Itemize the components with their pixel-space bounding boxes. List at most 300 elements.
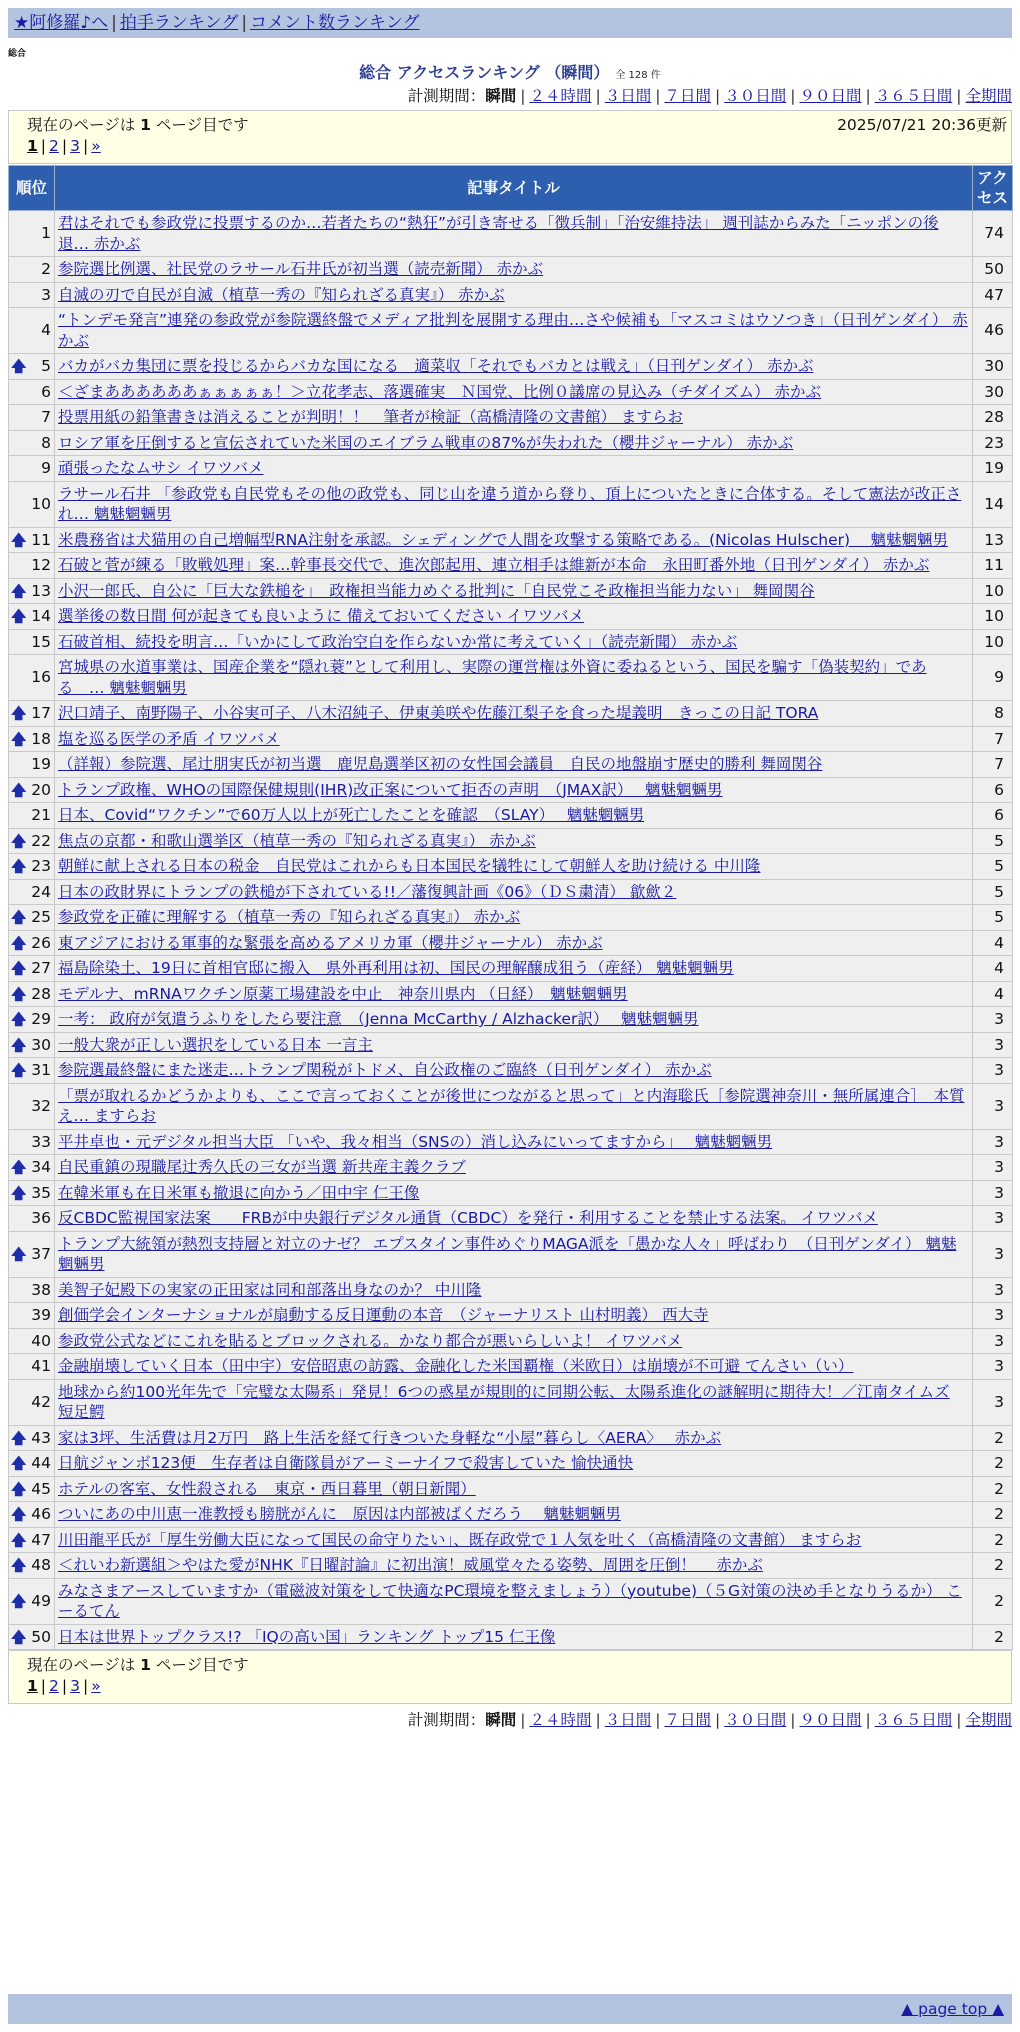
page-indicator [27,113,249,135]
access-count: 3 [973,1231,1013,1277]
rank-number: 30 [31,1035,51,1054]
rank-up-arrow-icon: 🡅 [11,1010,27,1028]
title-cell [55,879,973,905]
rank-cell [9,1155,55,1181]
article-link[interactable]: 参政党を正確に理解する（植草一秀の『知られざる真実』） 赤かぶ [58,908,521,926]
rank-up-arrow-icon: 🡅 [11,1035,27,1054]
title-cell [55,1277,973,1303]
period-separator: | [956,87,962,105]
title-cell [55,257,973,283]
title-cell [55,701,973,727]
table-row [9,1624,1013,1650]
article-link[interactable]: 川田龍平氏が「厚生労働大臣になって国民の命守りたい」、既存政党で１人気を吐く（高橋清隆の文書館） ますらお [58,1530,862,1549]
page-indicator-bottom [27,1653,249,1675]
access-count: 6 [973,803,1013,829]
rank-cell [9,578,55,604]
article-link[interactable]: ラサール石井 「参政党も自民党もその他の政党も、同じ山を違う道から登り、頂上についたときに合体する。そして憲法が改正され… 魑魅魍魎男 [58,484,962,523]
article-link[interactable]: ＜れいわ新選組＞やはた愛がNHK『日曜討論』に初出演！威風堂々たる姿勢、周囲を圧倒！ 赤かぶ [58,1556,763,1574]
period-separator: | [790,87,796,105]
rank-cell [9,1303,55,1329]
table-row [9,1277,1013,1303]
access-count: 11 [973,553,1013,579]
rank-number: 34 [31,1158,51,1176]
article-link[interactable]: 金融崩壊していく日本（田中宇）安倍昭恵の訪露、金融化した米国覇権（米欧日）は崩壊が不可避 てんさい（い） [58,1357,854,1375]
rank-number: 16 [31,668,51,687]
article-link[interactable]: モデルナ、mRNAワクチン原薬工場建設を中止 神奈川県内 （日経） 魑魅魍魎男 [58,984,628,1003]
rank-cell [9,1379,55,1425]
updated-time: 2025/07/21 20:36更新 [837,116,1007,134]
access-count: 7 [973,752,1013,778]
access-count: 4 [973,956,1013,982]
period-link[interactable]: ９０日間 [799,1711,862,1729]
article-link[interactable]: 創価学会インターナショナルが扇動する反日運動の本音 （ジャーナリスト 山村明義） 西大寺 [58,1306,709,1324]
rank-number: 45 [31,1479,51,1498]
access-count: 3 [973,1083,1013,1129]
table-row [9,655,1013,701]
article-link[interactable]: “トンデモ発言”連発の参政党が参院選終盤でメディア批判を展開する理由…さや候補も「マスコミはウソつき」（日刊ゲンダイ） 赤かぶ [58,311,968,350]
rank-number: 38 [31,1280,51,1299]
page-top-link[interactable]: ▲ page top ▲ [901,2000,1004,2018]
table-row [9,1303,1013,1329]
title-cell [55,354,973,380]
rank-up-arrow-icon: 🡅 [11,831,27,850]
rank-number: 37 [31,1244,51,1263]
section-label: 総合 [8,49,27,59]
col-header-title: 記事タイトル [55,166,973,211]
rank-cell [9,604,55,630]
access-count: 3 [973,1277,1013,1303]
period-link[interactable]: 全期間 [965,87,1012,105]
article-link[interactable]: 宮城県の水道事業は、国産企業を“隠れ蓑”として利用し、実際の運営権は外資に委ねるという、国民を騙す「偽装契約」である … 魑魅魍魎男 [58,658,927,697]
title-cell [55,1354,973,1380]
article-link[interactable]: 日本の政財界にトランプの鉄槌が下されている!!／藩復興計画《06》（ＤＳ粛清） 歙歛２ [58,882,677,901]
page-indicator-num: 1 [140,116,151,134]
rank-cell [9,854,55,880]
article-link[interactable]: 「票が取れるかどうかよりも、ここで言っておくことが後世につながると思って」と内海聡氏［参院選神奈川・無所属連合］ 本質え… ますらお [58,1086,965,1125]
article-link[interactable]: 在韓米軍も在日米軍も撤退に向かう／田中宇 仁王像 [58,1183,420,1202]
period-selector-top [408,86,1012,106]
table-row [9,1129,1013,1155]
article-link[interactable]: 自滅の刃で自民が自滅（植草一秀の『知られざる真実』） 赤かぶ [58,285,505,304]
access-count: 2 [973,1553,1013,1579]
rank-up-arrow-icon: 🡅 [11,729,27,748]
rank-number: 35 [31,1183,51,1202]
title-cell [55,981,973,1007]
access-count: 19 [973,456,1013,482]
access-count: 3 [973,1379,1013,1425]
period-link[interactable]: ９０日間 [799,87,862,105]
rank-cell [9,211,55,257]
access-count: 47 [973,282,1013,308]
period-link[interactable]: ３０日間 [724,87,787,105]
rank-number: 18 [31,729,51,748]
article-link[interactable]: 家は3坪、生活費は月2万円 路上生活を経て行きついた身軽な“小屋”暮らし〈AERA〉 赤かぶ [58,1428,722,1447]
period-link[interactable]: ２４時間 [529,1711,592,1729]
access-count: 14 [973,481,1013,527]
table-row [9,1083,1013,1129]
access-count: 10 [973,578,1013,604]
period-link[interactable]: ３０日間 [724,1711,787,1729]
rank-number: 2 [41,260,51,278]
title-cell [55,456,973,482]
access-count: 23 [973,430,1013,456]
access-count: 5 [973,905,1013,931]
pager-top: 1 | 2 | 3 | » [27,137,101,155]
title-cell [55,1578,973,1624]
table-row [9,405,1013,431]
table-row [9,211,1013,257]
table-row [9,701,1013,727]
rank-up-arrow-icon: 🡅 [11,1428,27,1447]
period-link[interactable]: ３６５日間 [874,1711,953,1729]
title-cell [55,578,973,604]
period-link[interactable]: ７日間 [664,87,711,105]
table-row [9,456,1013,482]
article-link[interactable]: ロシア軍を圧倒すると宣伝されていた米国のエイブラム戦車の87%が失われた（櫻井ジャーナル） 赤かぶ [58,433,794,452]
rank-up-arrow-icon: 🡅 [11,1591,27,1610]
article-link[interactable]: 投票用紙の鉛筆書きは消えることが判明！！ 筆者が検証（高橋清隆の文書館） ますらお [58,408,683,426]
page-indicator-text: 現在のページは [27,116,136,134]
rank-number: 44 [31,1454,51,1472]
article-link[interactable]: トランプ政権、WHOの国際保健規則(IHR)改正案について拒否の声明 （JMAX訳） 魑魅魍魎男 [58,780,723,799]
article-link[interactable]: （詳報）参院選、尾辻朋実氏が初当選 鹿児島選挙区初の女性国会議員 自民の地盤崩す歴史的勝利 舞岡関谷 [58,755,823,773]
article-link[interactable]: 沢口靖子、南野陽子、小谷実可子、八木沼純子、伊東美咲や佐藤江梨子を食った堤義明 きっこの日記 TORA [58,704,819,722]
table-row [9,1379,1013,1425]
rank-cell [9,257,55,283]
rank-number: 29 [31,1010,51,1028]
access-count: 2 [973,1476,1013,1502]
title-cell [55,553,973,579]
period-link[interactable]: ３日間 [604,1711,652,1729]
rank-number: 33 [31,1132,51,1151]
rank-number: 47 [31,1530,51,1549]
clap-ranking-link[interactable]: 拍手ランキング [119,13,239,33]
title-cell [55,379,973,405]
table-row [9,1527,1013,1553]
top-nav-bar [8,8,1012,38]
access-count: 46 [973,308,1013,354]
access-count: 10 [973,629,1013,655]
rank-cell [9,354,55,380]
table-row [9,1451,1013,1477]
title-cell [55,211,973,257]
period-current: 瞬間 [485,1711,517,1729]
rank-cell [9,1206,55,1232]
title-cell [55,1155,973,1181]
title-cell [55,604,973,630]
period-separator: | [790,1711,796,1729]
access-count: 3 [973,1354,1013,1380]
table-row [9,1058,1013,1084]
access-count: 4 [973,930,1013,956]
article-link[interactable]: みなさまアースしていますか（電磁波対策をして快適なPC環境を整えましょう）（youtube)（５G対策の決め手となりうるか） こーるてん [58,1581,962,1620]
access-count: 8 [973,701,1013,727]
table-row [9,854,1013,880]
access-count: 2 [973,1451,1013,1477]
title-cell [55,930,973,956]
rank-up-arrow-icon: 🡅 [11,1061,27,1079]
period-selector-bottom [408,1710,1012,1730]
article-link[interactable]: 君はそれでも参政党に投票するのか…若者たちの“熱狂”が引き寄せる「徴兵制」「治安維持法」 週刊誌からみた「ニッポンの後退… 赤かぶ [58,214,939,253]
article-link[interactable]: 福島除染土、19日に首相官邸に搬入 県外再利用は初、国民の理解醸成狙う（産経） 魑魅魍魎男 [58,959,734,977]
article-link[interactable]: 一般大衆が正しい選択をしている日本 一言主 [58,1035,373,1054]
article-link[interactable]: 自民重鎮の現職尾辻秀久氏の三女が当選 新共産主義クラブ [58,1158,466,1176]
access-count: 7 [973,726,1013,752]
article-link[interactable]: 日本は世界トップクラス!? 「IQの高い国」ランキング トップ15 仁王像 [58,1627,556,1646]
period-link[interactable]: 全期間 [965,1711,1012,1729]
period-link[interactable]: ３日間 [604,87,652,105]
rank-number: 41 [31,1357,51,1375]
pager-page-3[interactable]: 3 [70,1677,81,1695]
rank-cell [9,930,55,956]
article-link[interactable]: 地球から約100光年先で「完璧な太陽系」発見！6つの惑星が規則的に同期公転、太陽系進化の謎解明に期待大！／江南タイムズ 短足鰐 [58,1382,950,1421]
article-link[interactable]: 朝鮮に献上される日本の税金 自民党はこれからも日本国民を犠牲にして朝鮮人を助け続ける 中川隆 [58,857,761,875]
title-cell [55,1527,973,1553]
rank-number: 39 [31,1306,51,1324]
article-link[interactable]: 石破首相、続投を明言…「いかにして政治空白を作らないか常に考えていく」（読売新聞） 赤かぶ [58,632,738,651]
rank-cell [9,629,55,655]
rank-number: 24 [31,882,51,901]
article-link[interactable]: 選挙後の数日間 何が起きても良いように 備えておいてください イワツバメ [58,607,584,625]
article-count: 全 128 件 [615,70,661,81]
article-link[interactable]: ついにあの中川恵一准教授も膀胱がんに 原因は内部被ばくだろう 魑魅魍魎男 [58,1505,621,1523]
table-row [9,282,1013,308]
rank-up-arrow-icon: 🡅 [11,1627,27,1646]
title-cell [55,1058,973,1084]
pager-next[interactable]: » [91,1677,101,1695]
access-count: 3 [973,1303,1013,1329]
title-cell [55,956,973,982]
rank-up-arrow-icon: 🡅 [11,1479,27,1498]
title-cell [55,1129,973,1155]
title-cell [55,629,973,655]
table-row [9,1231,1013,1277]
page-status-bottom [8,1650,1012,1704]
period-separator: | [655,1711,661,1729]
page-status-top [8,110,1012,164]
access-count: 5 [973,879,1013,905]
table-row [9,905,1013,931]
col-header-access: アクセス [973,166,1013,211]
rank-up-arrow-icon: 🡅 [11,530,27,549]
rank-number: 5 [41,357,51,375]
title-cell [55,1032,973,1058]
article-link[interactable]: 塩を巡る医学の矛盾 イワツバメ [58,729,280,748]
rank-number: 15 [31,632,51,651]
table-row [9,354,1013,380]
rank-number: 40 [31,1331,51,1350]
rank-number: 12 [31,556,51,574]
period-separator: | [595,1711,601,1729]
rank-cell [9,1624,55,1650]
period-links [516,87,1012,105]
access-count: 2 [973,1425,1013,1451]
rank-cell [9,981,55,1007]
table-row [9,1476,1013,1502]
article-link[interactable]: トランプ大統領が熱烈支持層と対立のナゼ？ エプスタイン事件めぐりMAGA派を「愚かな人々」呼ばわり （日刊ゲンダイ） 魑魅魍魎男 [58,1234,957,1273]
title-cell [55,481,973,527]
pager-page-2[interactable]: 2 [49,137,59,155]
article-link[interactable]: 日本、Covid“ワクチン”で60万人以上が死亡したことを確認 （SLAY） 魑魅魍魎男 [58,806,645,824]
access-count: 3 [973,1058,1013,1084]
rank-cell [9,430,55,456]
article-link[interactable]: 美智子妃殿下の実家の正田家は同和部落出身なのか？ 中川隆 [58,1280,482,1299]
article-link[interactable]: 参院選比例選、社民党のラサール石井氏が初当選（読売新聞） 赤かぶ [58,260,544,278]
period-link[interactable]: ７日間 [664,1711,711,1729]
table-row [9,1180,1013,1206]
rank-cell [9,1527,55,1553]
access-count: 28 [973,405,1013,431]
rank-cell [9,1058,55,1084]
nav-separator: | [111,13,117,33]
footer-bar [8,1994,1012,2024]
rank-up-arrow-icon: 🡅 [11,984,27,1003]
rank-cell [9,879,55,905]
period-separator: | [865,87,871,105]
rank-cell [9,481,55,527]
rank-cell [9,456,55,482]
article-link[interactable]: 一考： 政府が気遣うふりをしたら要注意 （Jenna McCarthy / Alzhacker訳） 魑魅魍魎男 [58,1010,699,1028]
pager-bottom: 1 | 2 | 3 | » [27,1677,101,1695]
period-link[interactable]: ３６５日間 [874,87,953,105]
article-link[interactable]: 石破と菅が練る「敗戦処理」案…幹事長交代で、進次郎起用、連立相手は維新が本命 永田町番外地（日刊ゲンダイ） 赤かぶ [58,556,930,574]
article-link[interactable]: 反CBDC監視国家法案 FRBが中央銀行デジタル通貨（CBDC）を発行・利用することを禁止する法案。 イワツバメ [58,1209,878,1227]
access-count: 2 [973,1502,1013,1528]
title-cell [55,527,973,553]
rank-cell [9,1328,55,1354]
title-cell [55,726,973,752]
title-cell [55,655,973,701]
article-link[interactable]: 参院選最終盤にまた迷走…トランプ関税がトドメ、自公政権のご臨終（日刊ゲンダイ） 赤かぶ [58,1061,712,1079]
pager-page-2[interactable]: 2 [49,1677,59,1695]
rank-number: 31 [31,1061,51,1079]
rank-up-arrow-icon: 🡅 [11,1183,27,1202]
title-cell [55,282,973,308]
pager-current: 1 [27,137,38,155]
title-cell [55,905,973,931]
period-link[interactable]: ２４時間 [529,87,592,105]
pager-page-3[interactable]: 3 [70,137,81,155]
access-count: 3 [973,1129,1013,1155]
article-link[interactable]: 焦点の京都・和歌山選挙区（植草一秀の『知られざる真実』） 赤かぶ [58,831,536,850]
rank-cell [9,655,55,701]
title-cell [55,1502,973,1528]
rank-up-arrow-icon: 🡅 [11,959,27,977]
ranking-rows [9,211,1013,1650]
rank-cell [9,1578,55,1624]
rank-up-arrow-icon: 🡅 [11,1158,27,1176]
access-count: 13 [973,527,1013,553]
col-header-rank: 順位 [9,166,55,211]
access-count: 2 [973,1578,1013,1624]
access-count: 3 [973,1180,1013,1206]
rank-cell [9,726,55,752]
access-count: 10 [973,604,1013,630]
article-link[interactable]: 頑張ったなムサシ イワツバメ [58,459,264,477]
table-row [9,527,1013,553]
table-row [9,1032,1013,1058]
rank-cell [9,1451,55,1477]
rank-cell [9,905,55,931]
rank-cell [9,956,55,982]
table-row [9,1206,1013,1232]
article-link[interactable]: 東アジアにおける軍事的な緊張を高めるアメリカ軍（櫻井ジャーナル） 赤かぶ [58,933,603,952]
rank-cell [9,405,55,431]
access-count: 5 [973,854,1013,880]
article-link[interactable]: ホテルの客室、女性殺される 東京・西日暮里（朝日新聞） [58,1479,476,1498]
rank-up-arrow-icon: 🡅 [11,704,27,722]
rank-cell [9,1231,55,1277]
page-title-text: 総合 アクセスランキング （瞬間） [359,63,610,82]
table-row [9,1007,1013,1033]
period-separator: | [715,87,721,105]
title-cell [55,1083,973,1129]
article-link[interactable]: 小沢一郎氏、自公に「巨大な鉄槌を」 政権担当能力めぐる批判に「自民党こそ政権担当能力ない」 舞岡関谷 [58,581,815,600]
title-cell [55,1624,973,1650]
access-count: 50 [973,257,1013,283]
rank-cell [9,1553,55,1579]
rank-number: 49 [31,1591,51,1610]
table-row [9,981,1013,1007]
title-cell [55,1425,973,1451]
table-row [9,752,1013,778]
access-count: 4 [973,981,1013,1007]
pager-next[interactable]: » [91,137,101,155]
rank-number: 1 [41,224,51,243]
period-label: 計測期間： [407,87,486,105]
rank-number: 26 [31,933,51,952]
rank-number: 8 [41,433,51,452]
table-row [9,604,1013,630]
title-cell [55,1007,973,1033]
rank-number: 3 [41,285,51,304]
article-link[interactable]: バカがバカ集団に票を投じるからバカな国になる 適菜収「それでもバカとは戦え」（日刊ゲンダイ） 赤かぶ [58,357,814,375]
access-count: 3 [973,1032,1013,1058]
access-count: 9 [973,655,1013,701]
table-row [9,430,1013,456]
rank-number: 4 [41,321,51,340]
period-separator: | [865,1711,871,1729]
title-cell [55,1328,973,1354]
access-count: 30 [973,354,1013,380]
comment-ranking-link[interactable]: コメント数ランキング [250,13,420,33]
title-cell [55,308,973,354]
table-row [9,553,1013,579]
rank-up-arrow-icon: 🡅 [11,857,27,875]
rank-up-arrow-icon: 🡅 [11,1244,27,1263]
home-link[interactable]: ★阿修羅♪へ [14,13,109,33]
period-links [516,1711,1012,1729]
article-link[interactable]: 参政党公式などにこれを貼るとブロックされる。かなり都合が悪いらしいよ！ イワツバメ [58,1331,683,1350]
rank-cell [9,1129,55,1155]
rank-number: 9 [41,459,51,477]
table-header-row [9,166,1013,211]
table-row [9,930,1013,956]
rank-number: 22 [31,831,51,850]
table-row [9,629,1013,655]
article-link[interactable]: ＜ざまああああああぁぁぁぁぁ！＞立花孝志、落選確実 Ｎ国党、比例０議席の見込み（チダイズム） 赤かぶ [58,382,822,401]
rank-cell [9,803,55,829]
pager-current: 1 [27,1677,38,1695]
title-cell [55,777,973,803]
rank-cell [9,828,55,854]
title-cell [55,1379,973,1425]
article-link[interactable]: 平井卓也・元デジタル担当大臣 「いや、我々相当（SNSの）消し込みにいってますから」 魑魅魍魎男 [58,1132,773,1151]
article-link[interactable]: 米農務省は犬猫用の自己増幅型RNA注射を承認。シェディングで人間を攻撃する策略である。(Nicolas Hulscher) 魑魅魍魎男 [58,530,948,549]
article-link[interactable]: 日航ジャンボ123便 生存者は自衛隊員がアーミーナイフで殺害していた 愉快通快 [58,1454,634,1472]
page-indicator-suffix: ページ目です [155,116,249,134]
title-cell [55,430,973,456]
